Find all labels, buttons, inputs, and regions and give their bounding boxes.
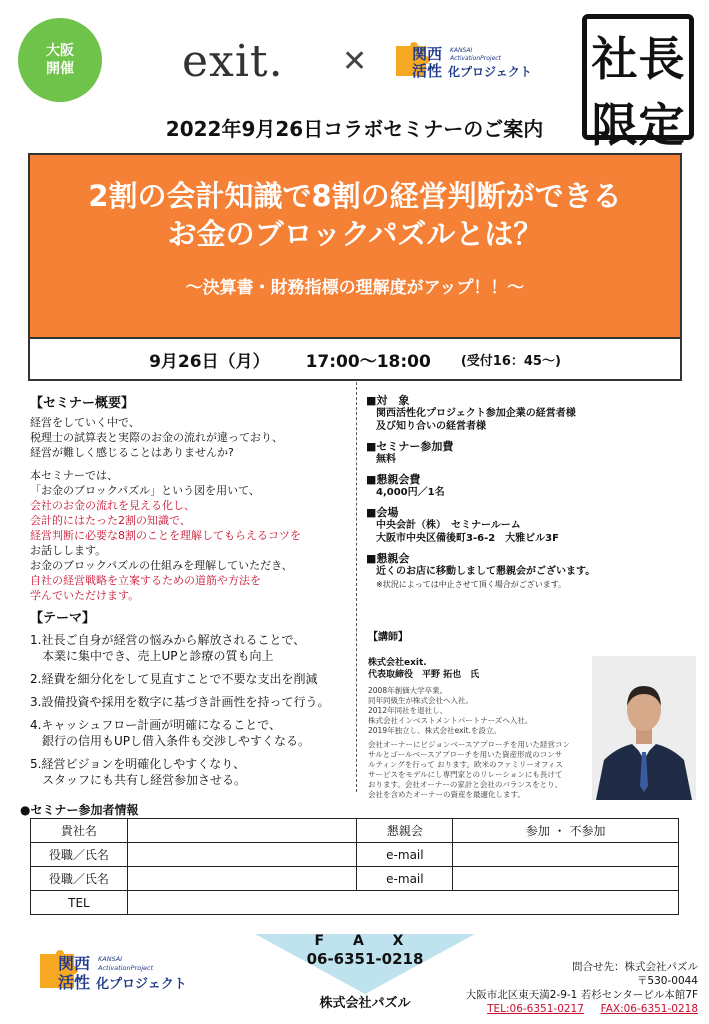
hero-title-line2: お金のブロックパズルとは？: [167, 217, 543, 251]
date-line: [28, 339, 682, 381]
svg-text:ActivationProject: ActivationProject: [98, 964, 154, 972]
lecturer-bio: 2008年創価大学卒業。 同年同級生が株式会社へ入社。 2012年同社を退社し、 株式会社インベストメントパートナーズへ入社。 2019年独立し、株式会社exit.を設立。 会社オーナーにビジョンベースアプローチを用いた経営コン サルとゴールベースアプローチを用いた資産形成のコンサ ルティングを行って おります。欧米のファミリーオフィス サービスをモデルにし専門家とのリレーションにも長けて おります。会社オーナーの家計と会社のバランスをとり、 会社を含めたオーナーの資産を最適化します。: [368, 686, 570, 799]
party-choice[interactable]: 参加 ・ 不参加: [453, 819, 679, 843]
overview-intro: 経営をしていく中で、 税理士の試算表と実際のお金の流れが違っており、 経営が難しく感じることはありませんか?: [30, 416, 283, 459]
lecturer-heading: 【講師】: [368, 632, 408, 643]
hero-title-line1: 2割の会計知識で8割の経営判断ができる: [88, 179, 622, 213]
table-row: [31, 819, 679, 843]
theme-list: [30, 632, 352, 788]
contact-info: 問合せ先：株式会社パズル 〒530-0044 大阪市北区東天満2-9-1 若杉センタービル本館7F TEL:06-6351-0217 FAX:06-6351-0218: [465, 961, 698, 1015]
party-label: 懇親会: [357, 819, 453, 843]
exit-logo: exit.: [182, 36, 284, 87]
party-fee-item: ■懇親会費 4,000円／1名: [366, 473, 445, 498]
email-field[interactable]: [453, 843, 679, 867]
fee-item: ■セミナー参加費 無料: [366, 440, 454, 465]
table-row: [31, 867, 679, 891]
table-row: [31, 843, 679, 867]
theme-item: 3.設備投資や採用を数字に基づき計画性を持って行う。: [30, 695, 330, 709]
kansai-project-logo-footer: [38, 948, 208, 994]
overview-heading: 【セミナー概要】: [30, 396, 135, 411]
registration-heading: ●セミナー参加者情報: [20, 803, 139, 817]
theme-item: 1.社長ご自身が経営の悩みから解放されることで、 本業に集中でき、売上UPと診療の質も向上: [30, 633, 306, 663]
overview-body: 本セミナーでは、 「お金のブロックパズル」という図を用いて、 会社のお金の流れを見える化し、 会計的にはたった2割の知識で、 経営判断に必要な8割のことを理解してもらえるコツを お話しします。 お金のブロックパズルの仕組みを理解していただき、 自社の経営戦略を立案するための道筋や方法を 学んでいただけます。: [30, 469, 301, 602]
seminar-subtitle: 2022年9月26日コラボセミナーのご案内: [165, 117, 544, 141]
svg-text:KANSAI: KANSAI: [98, 955, 123, 963]
seminar-date: 9月26日（月）: [149, 351, 270, 372]
svg-text:化プロジェクト: 化プロジェクト: [448, 65, 532, 79]
fax-number: 06-6351-0218: [306, 950, 424, 968]
svg-text:関西: 関西: [58, 954, 91, 973]
lecturer-photo: [592, 656, 696, 800]
title-name-label: 役職／氏名: [31, 843, 128, 867]
title-name-field[interactable]: [127, 867, 357, 891]
title-name-field[interactable]: [127, 843, 357, 867]
email-label: e-mail: [357, 867, 453, 891]
theme-heading: 【テーマ】: [30, 611, 96, 626]
svg-text:KANSAI: KANSAI: [450, 47, 473, 54]
theme-item: 4.キャッシュフロー計画が明確になることで、 銀行の信用もUPし借入条件も交渉しやすくなる。: [30, 718, 311, 748]
hero-tagline: ～決算書・財務指標の理解度がアップ！！～: [185, 278, 525, 298]
hero-banner: [28, 153, 682, 339]
reception-time: (受付16：45～): [460, 353, 561, 369]
svg-text:ActivationProject: ActivationProject: [450, 55, 501, 62]
fax-company: 株式会社パズル: [319, 996, 411, 1011]
party-item: ■懇親会 近くのお店に移動しまして懇親会がございます。 ※状況によっては中止させて頂く場合がございます。: [366, 552, 596, 589]
theme-item: 2.経費を細分化をして見直すことで不要な支出を削減: [30, 672, 318, 686]
venue-item: ■会場 中央会計（株） セミナールーム 大阪市中央区備後町3-6-2 大雅ビル3F: [366, 506, 559, 544]
seminar-time: 17:00～18:00: [305, 351, 431, 372]
theme-item: 5.経営ビジョンを明確化しやすくなり、 スタッフにも共有し経営参加させる。: [30, 757, 247, 787]
lecturer-name: 株式会社exit. 代表取締役 平野 拓也 氏: [368, 658, 480, 680]
collab-cross-icon: ✕: [342, 44, 368, 79]
target-item: ■対 象 関西活性化プロジェクト参加企業の経営者様 及び知り合いの経営者様: [366, 394, 576, 432]
table-row: [31, 891, 679, 915]
svg-text:化プロジェクト: 化プロジェクト: [96, 977, 187, 992]
contact-fax-link[interactable]: FAX:06-6351-0218: [600, 1003, 698, 1015]
email-label: e-mail: [357, 843, 453, 867]
kansai-project-logo: [394, 40, 554, 80]
registration-form: [30, 818, 679, 915]
tel-field[interactable]: [127, 891, 357, 915]
fax-label: F A X: [314, 933, 416, 949]
overview-section: [30, 396, 352, 795]
svg-text:活性: 活性: [412, 62, 443, 80]
president-only-stamp: 社 長 限 定: [582, 14, 694, 140]
company-field[interactable]: [127, 819, 357, 843]
tel-label: TEL: [31, 891, 128, 915]
svg-text:活性: 活性: [58, 973, 91, 992]
title-name-label: 役職／氏名: [31, 867, 128, 891]
email-field[interactable]: [453, 867, 679, 891]
osaka-badge: 大阪 開催: [18, 18, 102, 102]
company-label: 貴社名: [31, 819, 128, 843]
contact-tel-link[interactable]: TEL:06-6351-0217: [487, 1003, 584, 1015]
svg-text:関西: 関西: [412, 45, 443, 63]
details-section: [366, 394, 686, 598]
column-divider: [356, 382, 357, 792]
